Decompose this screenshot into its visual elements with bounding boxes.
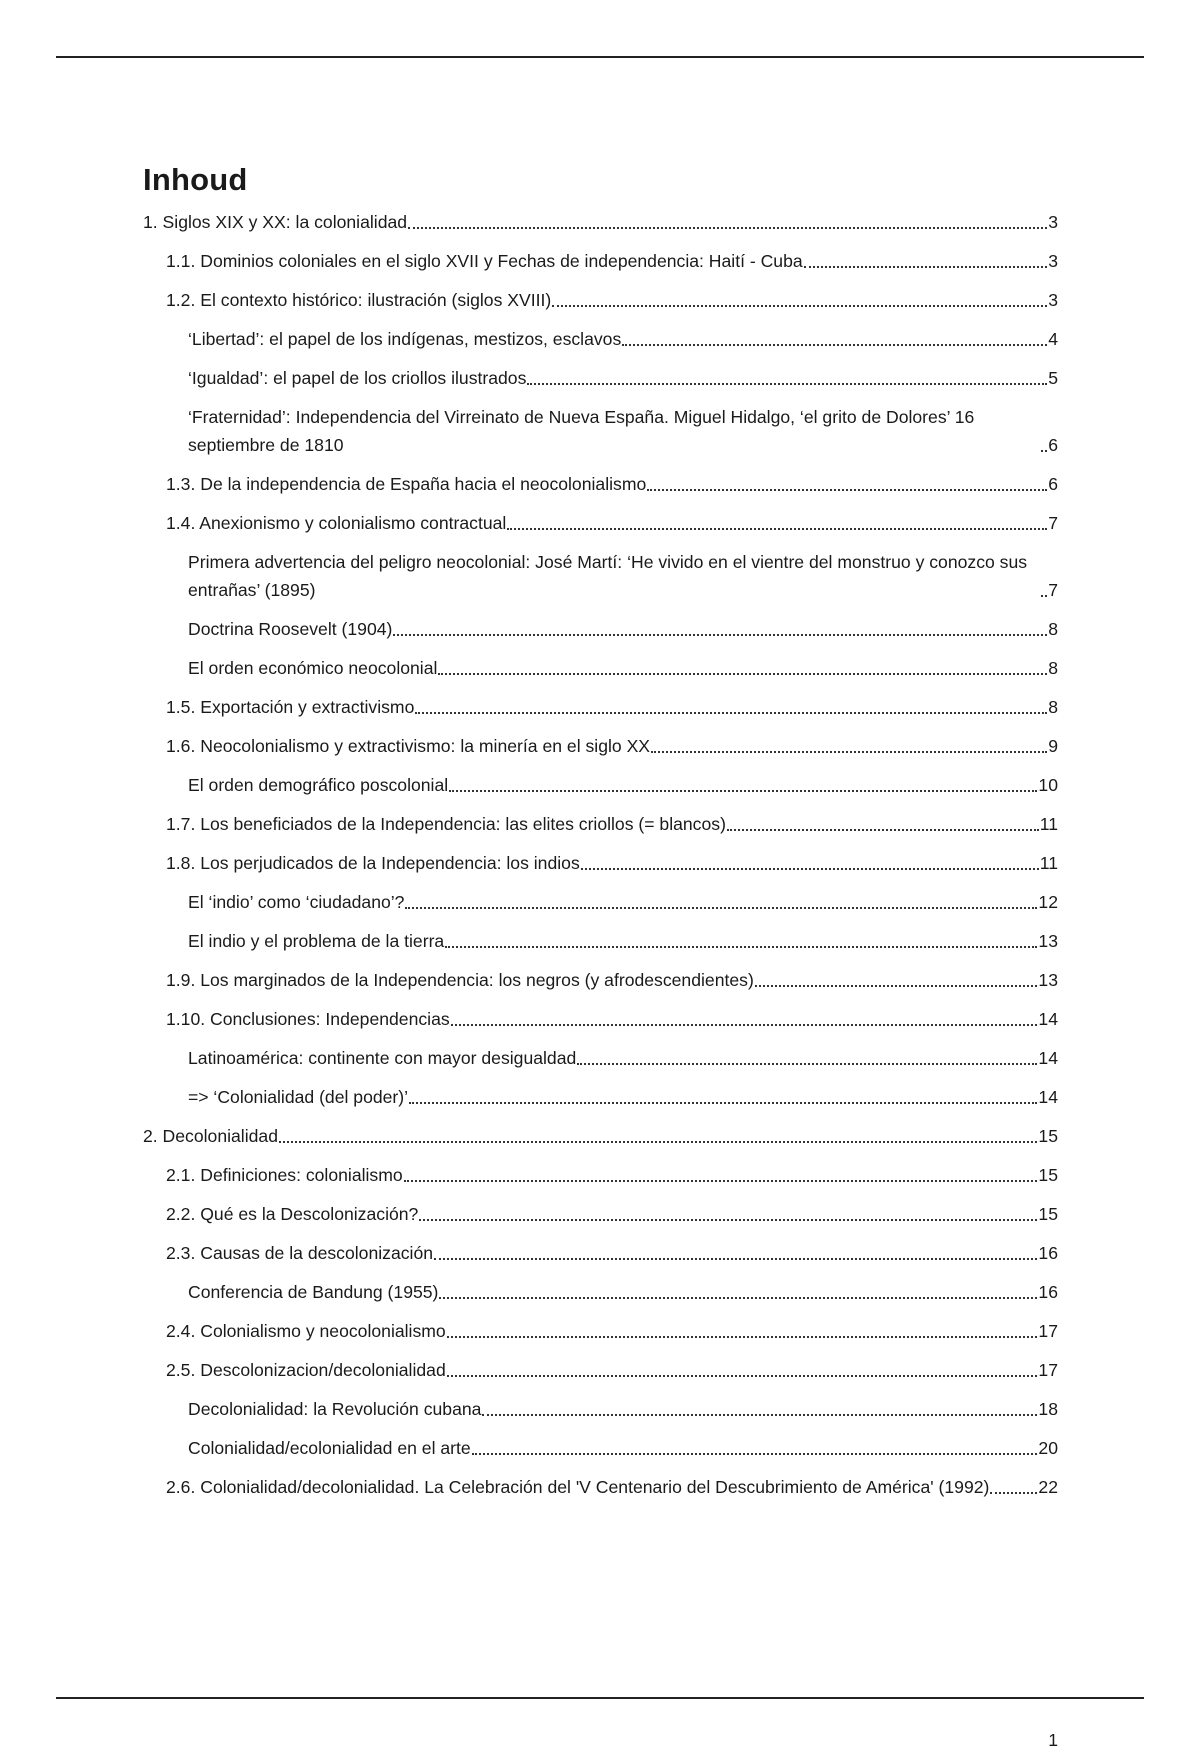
toc-entry[interactable] bbox=[143, 364, 1058, 392]
dot-leader bbox=[279, 1141, 1037, 1143]
toc-entry-page: 5 bbox=[1048, 368, 1058, 388]
toc-entry[interactable] bbox=[143, 1005, 1058, 1033]
dot-leader bbox=[507, 528, 1047, 530]
toc-entry-page: 7 bbox=[1048, 580, 1058, 600]
toc-entry[interactable] bbox=[143, 1239, 1058, 1267]
toc-entry[interactable] bbox=[143, 403, 1058, 459]
toc-entry[interactable] bbox=[143, 1278, 1058, 1306]
page-number: 1 bbox=[1048, 1730, 1058, 1750]
toc-entry[interactable] bbox=[143, 693, 1058, 721]
dot-leader bbox=[577, 1063, 1037, 1065]
toc-entry-page: 9 bbox=[1048, 736, 1058, 756]
dot-leader bbox=[651, 751, 1047, 753]
toc-entry-text: 2.2. Qué es la Descolonización? bbox=[166, 1204, 419, 1224]
toc-entry[interactable] bbox=[143, 548, 1058, 604]
toc-entry-text: => ‘Colonialidad (del poder)’ bbox=[188, 1087, 409, 1107]
toc-entry[interactable] bbox=[143, 771, 1058, 799]
table-of-contents bbox=[143, 208, 1058, 1501]
toc-entry-text: 2. Decolonialidad bbox=[143, 1126, 278, 1146]
dot-leader bbox=[447, 1336, 1038, 1338]
dot-leader bbox=[445, 946, 1037, 948]
toc-entry-text: 1.9. Los marginados de la Independencia: los negros (y afrodescendientes) bbox=[166, 970, 754, 990]
toc-entry[interactable] bbox=[143, 247, 1058, 275]
toc-entry-text: 1.5. Exportación y extractivismo bbox=[166, 697, 415, 717]
toc-entry-text: 1.1. Dominios coloniales en el siglo XVII y Fechas de independencia: Haití - Cuba bbox=[166, 251, 803, 271]
footer-rule bbox=[56, 1697, 1144, 1699]
toc-entry[interactable] bbox=[143, 849, 1058, 877]
dot-leader bbox=[393, 634, 1047, 636]
toc-entry-text: 2.3. Causas de la descolonización bbox=[166, 1243, 434, 1263]
dot-leader bbox=[438, 673, 1047, 675]
toc-entry[interactable] bbox=[143, 286, 1058, 314]
dot-leader bbox=[804, 266, 1048, 268]
toc-entry[interactable] bbox=[143, 325, 1058, 353]
toc-entry-text: 1.4. Anexionismo y colonialismo contractual bbox=[166, 513, 507, 533]
toc-entry-text: ‘Fraternidad’: Independencia del Virreinato de Nueva España. Miguel Hidalgo, ‘el grito de Dolores’ 16 septiembre de 1810 bbox=[188, 407, 975, 455]
toc-entry-page: 20 bbox=[1038, 1438, 1058, 1458]
toc-entry-text: El ‘indio’ como ‘ciudadano’? bbox=[188, 892, 405, 912]
toc-entry-text: Decolonialidad: la Revolución cubana bbox=[188, 1399, 482, 1419]
toc-title: Inhoud bbox=[143, 162, 248, 197]
toc-entry-text: 1. Siglos XIX y XX: la colonialidad bbox=[143, 212, 408, 232]
dot-leader bbox=[727, 829, 1039, 831]
toc-entry-page: 11 bbox=[1039, 814, 1058, 834]
toc-entry-text: El orden económico neocolonial bbox=[188, 658, 438, 678]
toc-entry[interactable] bbox=[143, 1473, 1058, 1501]
dot-leader bbox=[472, 1453, 1038, 1455]
toc-entry[interactable] bbox=[143, 1044, 1058, 1072]
toc-entry[interactable] bbox=[143, 888, 1058, 916]
toc-entry-text: 2.1. Definiciones: colonialismo bbox=[166, 1165, 403, 1185]
dot-leader bbox=[581, 868, 1039, 870]
dot-leader bbox=[622, 344, 1047, 346]
toc-entry[interactable] bbox=[143, 1356, 1058, 1384]
toc-entry-page: 3 bbox=[1048, 251, 1058, 271]
toc-entry-text: 1.7. Los beneficiados de la Independencia: las elites criollos (= blancos) bbox=[166, 814, 726, 834]
dot-leader bbox=[405, 907, 1037, 909]
dot-leader bbox=[1041, 450, 1047, 452]
toc-entry-text: El orden demográfico poscolonial bbox=[188, 775, 449, 795]
dot-leader bbox=[990, 1492, 1037, 1494]
toc-entry-text: 2.6. Colonialidad/decolonialidad. La Celebración del 'V Centenario del Descubrimiento de América' (1992) bbox=[166, 1477, 990, 1497]
toc-entry-text: 2.5. Descolonizacion/decolonialidad bbox=[166, 1360, 446, 1380]
document-page bbox=[143, 160, 1058, 1750]
toc-entry-page: 3 bbox=[1048, 212, 1058, 232]
toc-entry-page: 12 bbox=[1038, 892, 1058, 912]
toc-entry-page: 4 bbox=[1048, 329, 1058, 349]
dot-leader bbox=[451, 1024, 1038, 1026]
dot-leader bbox=[447, 1375, 1038, 1377]
toc-entry[interactable] bbox=[143, 1122, 1058, 1150]
toc-entry[interactable] bbox=[143, 1434, 1058, 1462]
toc-entry[interactable] bbox=[143, 208, 1058, 236]
toc-entry-text: ‘Libertad’: el papel de los indígenas, mestizos, esclavos bbox=[188, 329, 622, 349]
toc-entry-page: 17 bbox=[1038, 1360, 1058, 1380]
toc-entry[interactable] bbox=[143, 927, 1058, 955]
toc-entry-page: 15 bbox=[1038, 1204, 1058, 1224]
toc-entry-text: Latinoamérica: continente con mayor desigualdad bbox=[188, 1048, 577, 1068]
toc-entry-page: 8 bbox=[1048, 658, 1058, 678]
toc-entry[interactable] bbox=[143, 1161, 1058, 1189]
toc-entry-page: 10 bbox=[1038, 775, 1058, 795]
toc-entry-text: Primera advertencia del peligro neocolonial: José Martí: ‘He vivido en el vientre del monstruo y conozco sus entrañas’ (1895) bbox=[188, 552, 1028, 600]
toc-entry[interactable] bbox=[143, 966, 1058, 994]
toc-entry-text: Doctrina Roosevelt (1904) bbox=[188, 619, 393, 639]
toc-entry-page: 8 bbox=[1048, 619, 1058, 639]
toc-entry[interactable] bbox=[143, 1200, 1058, 1228]
toc-entry-page: 15 bbox=[1038, 1126, 1058, 1146]
dot-leader bbox=[1041, 595, 1047, 597]
toc-entry-text: 1.8. Los perjudicados de la Independencia: los indios bbox=[166, 853, 580, 873]
toc-entry-page: 8 bbox=[1048, 697, 1058, 717]
dot-leader bbox=[482, 1414, 1037, 1416]
toc-entry-page: 14 bbox=[1038, 1087, 1058, 1107]
toc-entry-page: 3 bbox=[1048, 290, 1058, 310]
dot-leader bbox=[527, 383, 1047, 385]
toc-entry-page: 6 bbox=[1048, 435, 1058, 455]
toc-entry-text: 1.10. Conclusiones: Independencias bbox=[166, 1009, 450, 1029]
toc-entry[interactable] bbox=[143, 1317, 1058, 1345]
toc-entry-page: 16 bbox=[1038, 1243, 1058, 1263]
dot-leader bbox=[409, 1102, 1037, 1104]
toc-entry[interactable] bbox=[143, 810, 1058, 838]
toc-entry-page: 14 bbox=[1038, 1048, 1058, 1068]
dot-leader bbox=[647, 489, 1047, 491]
toc-entry-text: 1.6. Neocolonialismo y extractivismo: la minería en el siglo XX bbox=[166, 736, 651, 756]
dot-leader bbox=[552, 305, 1047, 307]
toc-entry-page: 7 bbox=[1048, 513, 1058, 533]
toc-entry-text: Colonialidad/ecolonialidad en el arte bbox=[188, 1438, 471, 1458]
toc-entry-page: 14 bbox=[1038, 1009, 1058, 1029]
header-rule bbox=[56, 56, 1144, 58]
toc-entry[interactable] bbox=[143, 509, 1058, 537]
toc-entry-page: 13 bbox=[1038, 931, 1058, 951]
toc-entry-page: 17 bbox=[1038, 1321, 1058, 1341]
toc-entry-page: 16 bbox=[1038, 1282, 1058, 1302]
toc-entry-page: 6 bbox=[1048, 474, 1058, 494]
dot-leader bbox=[415, 712, 1047, 714]
toc-entry[interactable] bbox=[143, 1083, 1058, 1111]
toc-entry-text: El indio y el problema de la tierra bbox=[188, 931, 445, 951]
toc-entry[interactable] bbox=[143, 615, 1058, 643]
dot-leader bbox=[404, 1180, 1038, 1182]
dot-leader bbox=[449, 790, 1037, 792]
dot-leader bbox=[434, 1258, 1037, 1260]
toc-entry-page: 11 bbox=[1039, 853, 1058, 873]
dot-leader bbox=[419, 1219, 1037, 1221]
toc-entry[interactable] bbox=[143, 654, 1058, 682]
toc-entry-page: 15 bbox=[1038, 1165, 1058, 1185]
toc-entry-page: 22 bbox=[1038, 1477, 1058, 1497]
toc-entry-page: 18 bbox=[1038, 1399, 1058, 1419]
toc-entry-text: 2.4. Colonialismo y neocolonialismo bbox=[166, 1321, 446, 1341]
dot-leader bbox=[755, 985, 1038, 987]
dot-leader bbox=[408, 227, 1047, 229]
toc-entry-page: 13 bbox=[1038, 970, 1058, 990]
toc-entry[interactable] bbox=[143, 732, 1058, 760]
toc-entry-text: ‘Igualdad’: el papel de los criollos ilustrados bbox=[188, 368, 527, 388]
toc-entry[interactable] bbox=[143, 470, 1058, 498]
dot-leader bbox=[439, 1297, 1037, 1299]
toc-entry-text: 1.2. El contexto histórico: ilustración (siglos XVIII) bbox=[166, 290, 552, 310]
toc-entry-text: 1.3. De la independencia de España hacia el neocolonialismo bbox=[166, 474, 647, 494]
toc-entry[interactable] bbox=[143, 1395, 1058, 1423]
toc-entry-text: Conferencia de Bandung (1955) bbox=[188, 1282, 439, 1302]
